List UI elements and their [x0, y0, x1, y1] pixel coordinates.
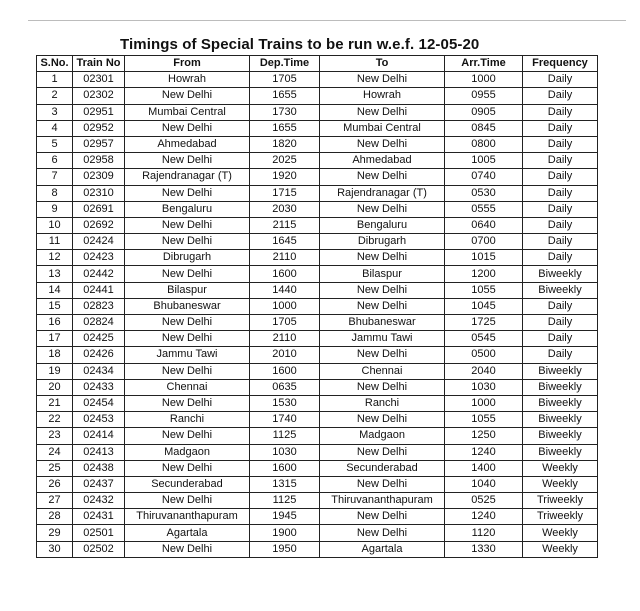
cell-dep-time: 1900 — [250, 525, 320, 541]
cell-frequency: Weekly — [523, 476, 598, 492]
cell-from: New Delhi — [125, 217, 250, 233]
cell-train-no: 02502 — [73, 541, 125, 557]
cell-sno: 24 — [37, 444, 73, 460]
cell-frequency: Daily — [523, 217, 598, 233]
cell-arr-time: 0845 — [445, 120, 523, 136]
cell-arr-time: 0700 — [445, 234, 523, 250]
cell-train-no: 02413 — [73, 444, 125, 460]
table-row — [37, 234, 598, 250]
cell-arr-time: 0640 — [445, 217, 523, 233]
cell-sno: 2 — [37, 88, 73, 104]
cell-train-no: 02438 — [73, 460, 125, 476]
cell-dep-time: 1600 — [250, 266, 320, 282]
cell-frequency: Daily — [523, 250, 598, 266]
cell-frequency: Biweekly — [523, 266, 598, 282]
cell-arr-time: 1040 — [445, 476, 523, 492]
cell-to: Jammu Tawi — [320, 331, 445, 347]
cell-frequency: Daily — [523, 315, 598, 331]
cell-arr-time: 2040 — [445, 363, 523, 379]
cell-frequency: Weekly — [523, 525, 598, 541]
header-to: To — [320, 56, 445, 72]
cell-dep-time: 2010 — [250, 347, 320, 363]
table-row — [37, 509, 598, 525]
cell-frequency: Biweekly — [523, 363, 598, 379]
table-row — [37, 201, 598, 217]
cell-to: Howrah — [320, 88, 445, 104]
cell-to: New Delhi — [320, 509, 445, 525]
cell-arr-time: 1055 — [445, 282, 523, 298]
cell-train-no: 02414 — [73, 428, 125, 444]
cell-sno: 7 — [37, 169, 73, 185]
cell-to: New Delhi — [320, 379, 445, 395]
cell-dep-time: 2110 — [250, 331, 320, 347]
page-title: Timings of Special Trains to be run w.e.f. 12-05-20 — [120, 36, 480, 53]
cell-train-no: 02310 — [73, 185, 125, 201]
cell-frequency: Daily — [523, 169, 598, 185]
cell-sno: 18 — [37, 347, 73, 363]
cell-sno: 28 — [37, 509, 73, 525]
cell-frequency: Daily — [523, 104, 598, 120]
cell-sno: 30 — [37, 541, 73, 557]
cell-arr-time: 1250 — [445, 428, 523, 444]
cell-arr-time: 1240 — [445, 509, 523, 525]
cell-to: Ranchi — [320, 395, 445, 411]
table-row — [37, 460, 598, 476]
cell-train-no: 02425 — [73, 331, 125, 347]
table-row — [37, 363, 598, 379]
cell-from: New Delhi — [125, 234, 250, 250]
cell-to: Bengaluru — [320, 217, 445, 233]
cell-arr-time: 1200 — [445, 266, 523, 282]
table-row — [37, 298, 598, 314]
cell-to: New Delhi — [320, 282, 445, 298]
table-row — [37, 217, 598, 233]
cell-frequency: Biweekly — [523, 428, 598, 444]
cell-dep-time: 2110 — [250, 250, 320, 266]
cell-dep-time: 1530 — [250, 395, 320, 411]
cell-to: Secunderabad — [320, 460, 445, 476]
cell-dep-time: 1945 — [250, 509, 320, 525]
cell-train-no: 02442 — [73, 266, 125, 282]
cell-dep-time: 1000 — [250, 298, 320, 314]
cell-sno: 29 — [37, 525, 73, 541]
cell-sno: 27 — [37, 493, 73, 509]
cell-from: Secunderabad — [125, 476, 250, 492]
cell-from: New Delhi — [125, 541, 250, 557]
cell-dep-time: 1030 — [250, 444, 320, 460]
cell-to: Mumbai Central — [320, 120, 445, 136]
cell-from: New Delhi — [125, 460, 250, 476]
cell-train-no: 02302 — [73, 88, 125, 104]
cell-sno: 16 — [37, 315, 73, 331]
cell-sno: 5 — [37, 136, 73, 152]
cell-from: Chennai — [125, 379, 250, 395]
cell-train-no: 02432 — [73, 493, 125, 509]
cell-dep-time: 1125 — [250, 428, 320, 444]
cell-arr-time: 1000 — [445, 72, 523, 88]
cell-to: Chennai — [320, 363, 445, 379]
cell-train-no: 02309 — [73, 169, 125, 185]
cell-to: New Delhi — [320, 201, 445, 217]
cell-frequency: Daily — [523, 234, 598, 250]
cell-dep-time: 1715 — [250, 185, 320, 201]
cell-to: New Delhi — [320, 72, 445, 88]
table-row — [37, 282, 598, 298]
cell-from: New Delhi — [125, 153, 250, 169]
cell-frequency: Daily — [523, 298, 598, 314]
table-row — [37, 315, 598, 331]
cell-train-no: 02454 — [73, 395, 125, 411]
cell-from: New Delhi — [125, 120, 250, 136]
cell-sno: 26 — [37, 476, 73, 492]
header-frequency: Frequency — [523, 56, 598, 72]
cell-to: New Delhi — [320, 104, 445, 120]
cell-sno: 1 — [37, 72, 73, 88]
cell-arr-time: 0955 — [445, 88, 523, 104]
cell-train-no: 02823 — [73, 298, 125, 314]
cell-sno: 11 — [37, 234, 73, 250]
cell-from: Ahmedabad — [125, 136, 250, 152]
cell-train-no: 02434 — [73, 363, 125, 379]
table-row — [37, 379, 598, 395]
cell-train-no: 02952 — [73, 120, 125, 136]
cell-from: Bhubaneswar — [125, 298, 250, 314]
cell-from: New Delhi — [125, 363, 250, 379]
cell-frequency: Biweekly — [523, 444, 598, 460]
table-row — [37, 331, 598, 347]
cell-train-no: 02423 — [73, 250, 125, 266]
cell-frequency: Daily — [523, 88, 598, 104]
table-row — [37, 104, 598, 120]
cell-arr-time: 0740 — [445, 169, 523, 185]
cell-dep-time: 1125 — [250, 493, 320, 509]
cell-to: Bilaspur — [320, 266, 445, 282]
cell-arr-time: 1725 — [445, 315, 523, 331]
table-row — [37, 395, 598, 411]
cell-train-no: 02951 — [73, 104, 125, 120]
cell-frequency: Weekly — [523, 541, 598, 557]
table-row — [37, 347, 598, 363]
cell-frequency: Daily — [523, 120, 598, 136]
cell-to: New Delhi — [320, 169, 445, 185]
cell-frequency: Weekly — [523, 460, 598, 476]
cell-from: Thiruvananthapuram — [125, 509, 250, 525]
cell-sno: 20 — [37, 379, 73, 395]
cell-from: Dibrugarh — [125, 250, 250, 266]
cell-dep-time: 1920 — [250, 169, 320, 185]
cell-train-no: 02824 — [73, 315, 125, 331]
table-row — [37, 250, 598, 266]
cell-from: Howrah — [125, 72, 250, 88]
cell-from: Agartala — [125, 525, 250, 541]
cell-from: Madgaon — [125, 444, 250, 460]
cell-arr-time: 0800 — [445, 136, 523, 152]
cell-dep-time: 1315 — [250, 476, 320, 492]
cell-train-no: 02501 — [73, 525, 125, 541]
cell-arr-time: 0500 — [445, 347, 523, 363]
cell-sno: 9 — [37, 201, 73, 217]
cell-arr-time: 0530 — [445, 185, 523, 201]
cell-from: Mumbai Central — [125, 104, 250, 120]
cell-frequency: Biweekly — [523, 395, 598, 411]
cell-train-no: 02433 — [73, 379, 125, 395]
cell-frequency: Daily — [523, 153, 598, 169]
cell-arr-time: 0525 — [445, 493, 523, 509]
cell-dep-time: 1730 — [250, 104, 320, 120]
table-row — [37, 412, 598, 428]
cell-arr-time: 0545 — [445, 331, 523, 347]
table-row — [37, 541, 598, 557]
cell-from: New Delhi — [125, 395, 250, 411]
cell-to: Bhubaneswar — [320, 315, 445, 331]
cell-from: Ranchi — [125, 412, 250, 428]
top-divider — [28, 20, 626, 21]
cell-frequency: Biweekly — [523, 412, 598, 428]
table-row — [37, 444, 598, 460]
table-row — [37, 88, 598, 104]
cell-arr-time: 1330 — [445, 541, 523, 557]
table-row — [37, 476, 598, 492]
cell-train-no: 02426 — [73, 347, 125, 363]
cell-dep-time: 0635 — [250, 379, 320, 395]
table-body — [37, 72, 598, 558]
cell-dep-time: 1705 — [250, 315, 320, 331]
cell-to: Dibrugarh — [320, 234, 445, 250]
cell-from: New Delhi — [125, 266, 250, 282]
cell-dep-time: 1645 — [250, 234, 320, 250]
cell-to: New Delhi — [320, 476, 445, 492]
cell-from: Rajendranagar (T) — [125, 169, 250, 185]
header-from: From — [125, 56, 250, 72]
cell-to: New Delhi — [320, 412, 445, 428]
cell-dep-time: 1440 — [250, 282, 320, 298]
cell-train-no: 02958 — [73, 153, 125, 169]
cell-train-no: 02691 — [73, 201, 125, 217]
cell-sno: 13 — [37, 266, 73, 282]
cell-frequency: Triweekly — [523, 509, 598, 525]
table-row — [37, 169, 598, 185]
cell-frequency: Biweekly — [523, 379, 598, 395]
cell-dep-time: 2030 — [250, 201, 320, 217]
cell-from: Bengaluru — [125, 201, 250, 217]
cell-frequency: Triweekly — [523, 493, 598, 509]
cell-from: Bilaspur — [125, 282, 250, 298]
header-sno: S.No. — [37, 56, 73, 72]
cell-frequency: Daily — [523, 347, 598, 363]
cell-from: New Delhi — [125, 331, 250, 347]
cell-sno: 6 — [37, 153, 73, 169]
table-row — [37, 525, 598, 541]
cell-to: New Delhi — [320, 444, 445, 460]
cell-train-no: 02437 — [73, 476, 125, 492]
cell-to: New Delhi — [320, 347, 445, 363]
cell-sno: 23 — [37, 428, 73, 444]
header-arr-time: Arr.Time — [445, 56, 523, 72]
header-train-no: Train No — [73, 56, 125, 72]
cell-frequency: Daily — [523, 136, 598, 152]
cell-sno: 8 — [37, 185, 73, 201]
table-row — [37, 185, 598, 201]
cell-to: Rajendranagar (T) — [320, 185, 445, 201]
cell-dep-time: 1655 — [250, 120, 320, 136]
cell-sno: 25 — [37, 460, 73, 476]
cell-frequency: Daily — [523, 331, 598, 347]
cell-sno: 3 — [37, 104, 73, 120]
cell-arr-time: 1055 — [445, 412, 523, 428]
cell-from: New Delhi — [125, 88, 250, 104]
cell-frequency: Daily — [523, 185, 598, 201]
cell-arr-time: 1120 — [445, 525, 523, 541]
cell-to: Thiruvananthapuram — [320, 493, 445, 509]
cell-arr-time: 1030 — [445, 379, 523, 395]
cell-to: Madgaon — [320, 428, 445, 444]
cell-dep-time: 2115 — [250, 217, 320, 233]
table-row — [37, 153, 598, 169]
cell-to: New Delhi — [320, 136, 445, 152]
cell-dep-time: 1820 — [250, 136, 320, 152]
cell-sno: 19 — [37, 363, 73, 379]
cell-sno: 14 — [37, 282, 73, 298]
cell-dep-time: 1705 — [250, 72, 320, 88]
table-row — [37, 428, 598, 444]
train-timings-table — [36, 55, 598, 558]
cell-from: Jammu Tawi — [125, 347, 250, 363]
cell-arr-time: 0905 — [445, 104, 523, 120]
cell-train-no: 02453 — [73, 412, 125, 428]
cell-from: New Delhi — [125, 493, 250, 509]
cell-train-no: 02431 — [73, 509, 125, 525]
cell-sno: 12 — [37, 250, 73, 266]
header-dep-time: Dep.Time — [250, 56, 320, 72]
cell-arr-time: 1015 — [445, 250, 523, 266]
cell-arr-time: 1000 — [445, 395, 523, 411]
cell-arr-time: 0555 — [445, 201, 523, 217]
cell-to: New Delhi — [320, 525, 445, 541]
cell-dep-time: 2025 — [250, 153, 320, 169]
cell-train-no: 02957 — [73, 136, 125, 152]
cell-frequency: Daily — [523, 201, 598, 217]
cell-to: New Delhi — [320, 298, 445, 314]
cell-from: New Delhi — [125, 185, 250, 201]
cell-to: Ahmedabad — [320, 153, 445, 169]
cell-dep-time: 1950 — [250, 541, 320, 557]
cell-dep-time: 1655 — [250, 88, 320, 104]
cell-train-no: 02441 — [73, 282, 125, 298]
cell-from: New Delhi — [125, 428, 250, 444]
cell-dep-time: 1600 — [250, 363, 320, 379]
cell-sno: 21 — [37, 395, 73, 411]
table-row — [37, 266, 598, 282]
cell-dep-time: 1740 — [250, 412, 320, 428]
cell-dep-time: 1600 — [250, 460, 320, 476]
cell-sno: 17 — [37, 331, 73, 347]
table-header-row — [37, 56, 598, 72]
cell-from: New Delhi — [125, 315, 250, 331]
cell-arr-time: 1400 — [445, 460, 523, 476]
cell-train-no: 02301 — [73, 72, 125, 88]
cell-sno: 15 — [37, 298, 73, 314]
cell-sno: 22 — [37, 412, 73, 428]
cell-train-no: 02424 — [73, 234, 125, 250]
cell-arr-time: 1240 — [445, 444, 523, 460]
cell-sno: 4 — [37, 120, 73, 136]
cell-sno: 10 — [37, 217, 73, 233]
cell-to: New Delhi — [320, 250, 445, 266]
cell-arr-time: 1005 — [445, 153, 523, 169]
cell-to: Agartala — [320, 541, 445, 557]
cell-frequency: Biweekly — [523, 282, 598, 298]
table-row — [37, 72, 598, 88]
table-row — [37, 493, 598, 509]
cell-train-no: 02692 — [73, 217, 125, 233]
cell-frequency: Daily — [523, 72, 598, 88]
table-row — [37, 120, 598, 136]
table-row — [37, 136, 598, 152]
cell-arr-time: 1045 — [445, 298, 523, 314]
